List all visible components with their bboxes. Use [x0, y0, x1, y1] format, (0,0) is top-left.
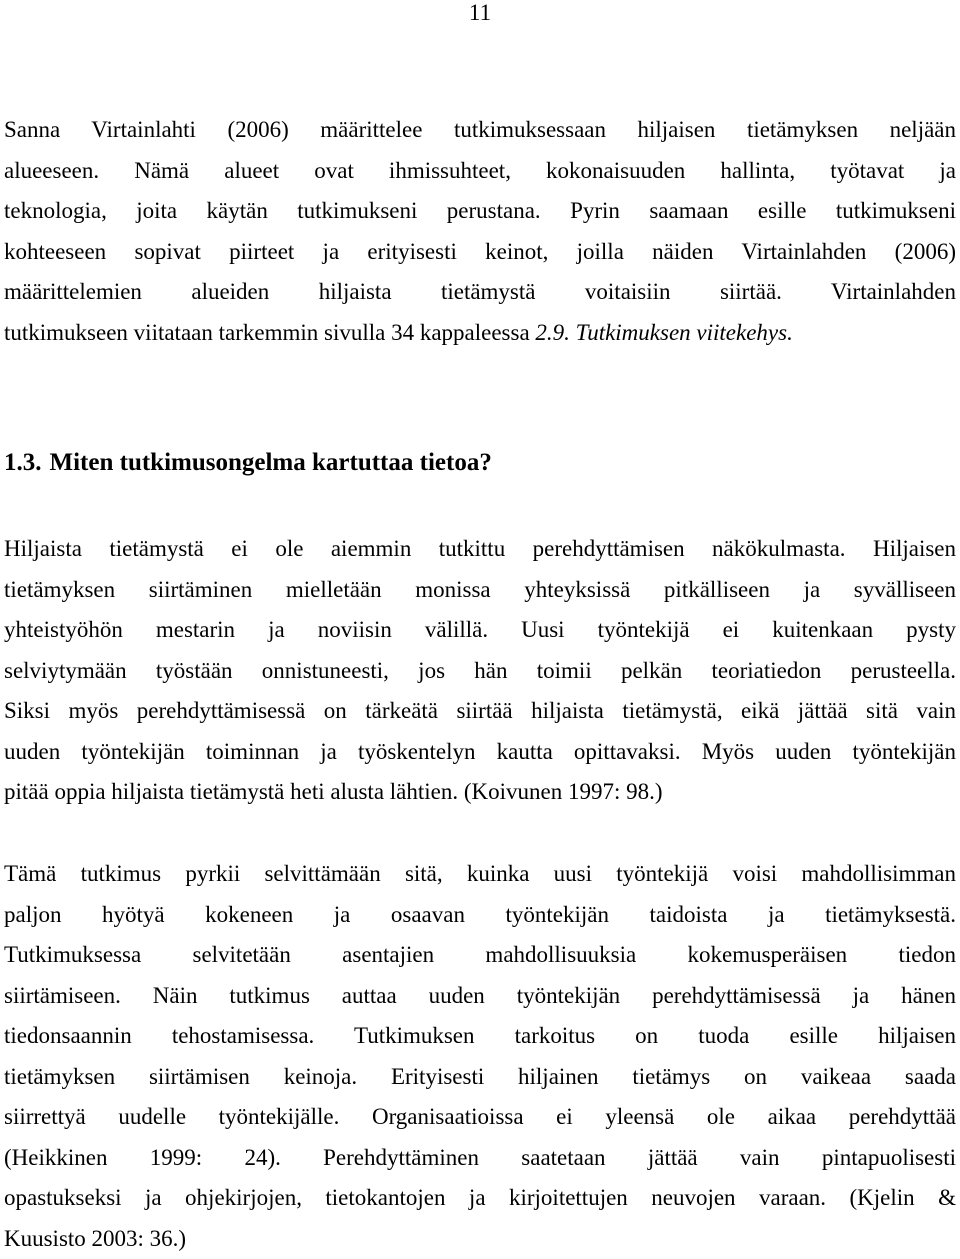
paragraph-line: Tämä tutkimus pyrkii selvittämään sitä, kuinka uusi työntekijä voisi mahdollisimman: [4, 854, 956, 895]
paragraph-line: siirrettyä uudelle työntekijälle. Organisaatioissa ei yleensä ole aikaa perehdyttää: [4, 1097, 956, 1138]
paragraph-line: Hiljaista tietämystä ei ole aiemmin tutkittu perehdyttämisen näkökulmasta. Hiljaisen: [4, 529, 956, 570]
paragraph-line: kohteeseen sopivat piirteet ja erityisesti keinot, joilla näiden Virtainlahden (2006): [4, 232, 956, 273]
chapter-reference: 2.9. Tutkimuksen viitekehys.: [535, 320, 792, 345]
paragraph-line: opastukseksi ja ohjekirjojen, tietokantojen ja kirjoitettujen neuvojen varaan. (Kjelin &: [4, 1178, 956, 1219]
paragraph-line: uuden työntekijän toiminnan ja työskentelyn kautta opittavaksi. Myös uuden työntekijän: [4, 732, 956, 773]
paragraph-2: [4, 529, 956, 813]
paragraph-line: määrittelemien alueiden hiljaista tietämystä voitaisiin siirtää. Virtainlahden: [4, 272, 956, 313]
page-number: 11: [0, 0, 960, 26]
paragraph-line: Sanna Virtainlahti (2006) määrittelee tutkimuksessaan hiljaisen tietämyksen neljään: [4, 110, 956, 151]
section-heading: [4, 445, 500, 481]
paragraph-line-text: tutkimukseen viitataan tarkemmin sivulla 34 kappaleessa: [4, 320, 535, 345]
paragraph-last-line: [4, 313, 956, 354]
paragraph-line: Tutkimuksessa selvitetään asentajien mahdollisuuksia kokemusperäisen tiedon: [4, 935, 956, 976]
section-number: 1.3.: [4, 449, 42, 476]
paragraph-line: tietämyksen siirtämisen keinoja. Erityisesti hiljainen tietämys on vaikeaa saada: [4, 1057, 956, 1098]
paragraph-line: Siksi myös perehdyttämisessä on tärkeätä siirtää hiljaista tietämystä, eikä jättää sitä vain: [4, 691, 956, 732]
paragraph-line: tietämyksen siirtäminen mielletään monissa yhteyksissä pitkälliseen ja syvälliseen: [4, 570, 956, 611]
paragraph-line: yhteistyöhön mestarin ja noviisin välillä. Uusi työntekijä ei kuitenkaan pysty: [4, 610, 956, 651]
paragraph-line: Kuusisto 2003: 36.): [4, 1219, 956, 1259]
paragraph-line: (Heikkinen 1999: 24). Perehdyttäminen saatetaan jättää vain pintapuolisesti: [4, 1138, 956, 1179]
section-title: Miten tutkimusongelma kartuttaa tietoa?: [50, 449, 492, 476]
paragraph-line: alueeseen. Nämä alueet ovat ihmissuhteet, kokonaisuuden hallinta, työtavat ja: [4, 151, 956, 192]
paragraph-3: [4, 854, 956, 1259]
paragraph-line: siirtämiseen. Näin tutkimus auttaa uuden työntekijän perehdyttämisessä ja hänen: [4, 976, 956, 1017]
paragraph-line: tiedonsaannin tehostamisessa. Tutkimuksen tarkoitus on tuoda esille hiljaisen: [4, 1016, 956, 1057]
paragraph-line: paljon hyötyä kokeneen ja osaavan työntekijän taidoista ja tietämyksestä.: [4, 895, 956, 936]
paragraph-1: [4, 110, 956, 353]
paragraph-line: selviytymään työstään onnistuneesti, jos hän toimii pelkän teoriatiedon perusteella.: [4, 651, 956, 692]
paragraph-line: pitää oppia hiljaista tietämystä heti alusta lähtien. (Koivunen 1997: 98.): [4, 772, 956, 813]
paragraph-line: teknologia, joita käytän tutkimukseni perustana. Pyrin saamaan esille tutkimukseni: [4, 191, 956, 232]
